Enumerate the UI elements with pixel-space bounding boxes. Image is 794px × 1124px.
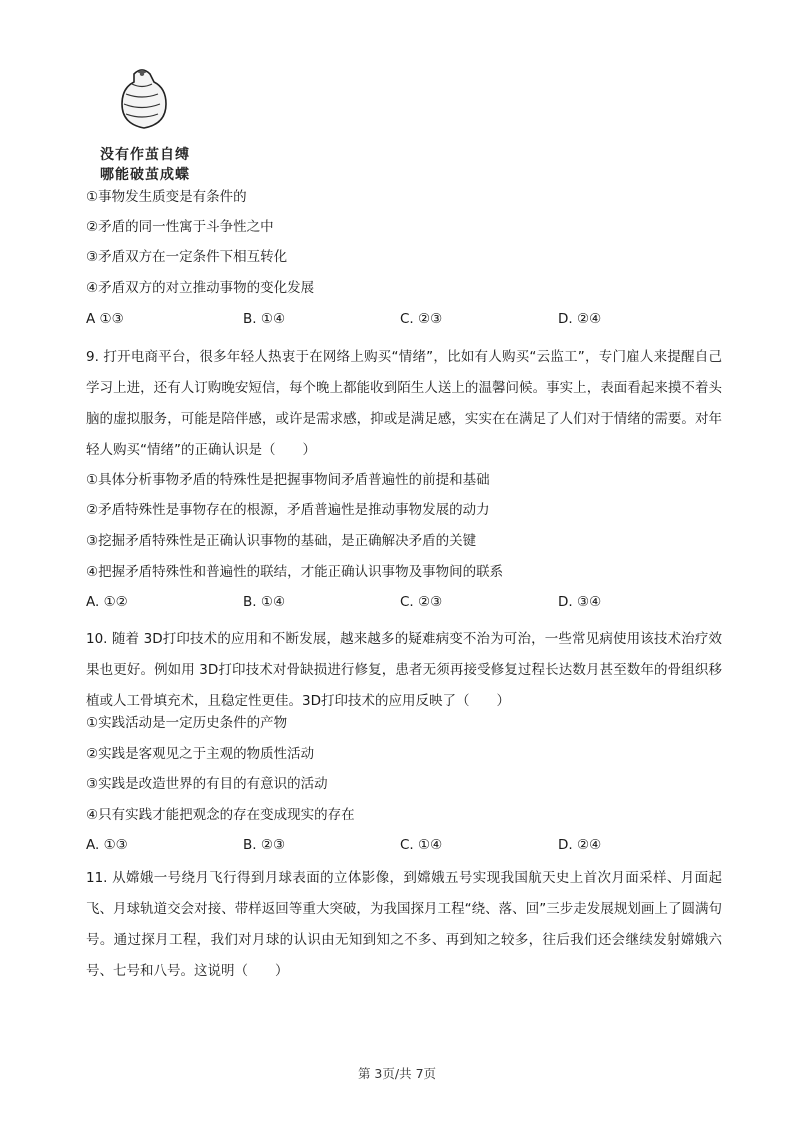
q8-option-a: A ①③ <box>86 311 124 327</box>
q9-option-a: A. ①② <box>86 594 128 610</box>
q10-statement-1: ①实践活动是一定历史条件的产物 <box>86 715 288 731</box>
q10-option-d: D. ②④ <box>558 837 602 853</box>
q9-statement-1: ①具体分析事物矛盾的特殊性是把握事物间矛盾普遍性的前提和基础 <box>86 472 490 488</box>
q10-statement-3: ③实践是改造世界的有目的有意识的活动 <box>86 776 328 792</box>
q11-question: 11. 从嫦娥一号绕月飞行得到月球表面的立体影像，到嫦娥五号实现我国航天史上首次月面采样、月面起飞、月球轨道交会对接、带样返回等重大突破，为我国探月工程“绕、落、回”三步走发展规划画上了圆满句号。通过探月工程，我们对月球的认识由无知到知之不多、再到知之较多，往后我们还会继续发射嫦娥六号、七号和八号。这说明（ ） <box>86 870 722 979</box>
q9-option-d: D. ③④ <box>558 594 602 610</box>
q8-option-c: C. ②③ <box>400 311 443 327</box>
illustration-caption-line1: 没有作茧自缚 <box>100 147 190 163</box>
q9-option-c: C. ②③ <box>400 594 443 610</box>
q10-statement-4: ④只有实践才能把观念的存在变成现实的存在 <box>86 807 355 823</box>
q10-option-c: C. ①④ <box>400 837 443 853</box>
q9-statement-2: ②矛盾特殊性是事物存在的根源，矛盾普遍性是推动事物发展的动力 <box>86 502 490 518</box>
q8-statement-4: ④矛盾双方的对立推动事物的变化发展 <box>86 280 315 296</box>
q9-option-b: B. ①④ <box>243 594 286 610</box>
q8-statement-2: ②矛盾的同一性寓于斗争性之中 <box>86 219 274 235</box>
q10-question: 10. 随着 3D打印技术的应用和不断发展，越来越多的疑难病变不治为可治，一些常见病使用该技术治疗效果也更好。例如用 3D打印技术对骨缺损进行修复，患者无须再接受修复过程长达数月甚至数年的骨组织移植或人工骨填充术，且稳定性更佳。3D打印技术的应用反映了（ ） <box>86 631 722 709</box>
illustration-caption-line2: 哪能破茧成蝶 <box>100 167 190 183</box>
q10-option-b: B. ②③ <box>243 837 286 853</box>
q10-option-a: A. ①③ <box>86 837 128 853</box>
q8-option-b: B. ①④ <box>243 311 286 327</box>
q9-question: 9. 打开电商平台，很多年轻人热衷于在网络上购买“情绪”，比如有人购买“云监工”，专门雇人来提醒自己学习上进，还有人订购晚安短信，每个晚上都能收到陌生人送上的温馨问候。事实上，表面看起来摸不着头脑的虚拟服务，可能是陪伴感，或许是需求感，抑或是满足感，实实在在满足了人们对于情绪的需要。对年轻人购买“情绪”的正确认识是（ ） <box>86 349 722 458</box>
page-number: 第 3页/共 7页 <box>357 1066 437 1081</box>
q8-statement-3: ③矛盾双方在一定条件下相互转化 <box>86 249 288 265</box>
q9-statement-3: ③挖掘矛盾特殊性是正确认识事物的基础，是正确解决矛盾的关键 <box>86 533 477 549</box>
q8-option-d: D. ②④ <box>558 311 602 327</box>
cocoon-illustration <box>112 64 172 140</box>
q8-statement-1: ①事物发生质变是有条件的 <box>86 189 247 205</box>
q10-statement-2: ②实践是客观见之于主观的物质性活动 <box>86 746 315 762</box>
q9-statement-4: ④把握矛盾特殊性和普遍性的联结，才能正确认识事物及事物间的联系 <box>86 564 504 580</box>
